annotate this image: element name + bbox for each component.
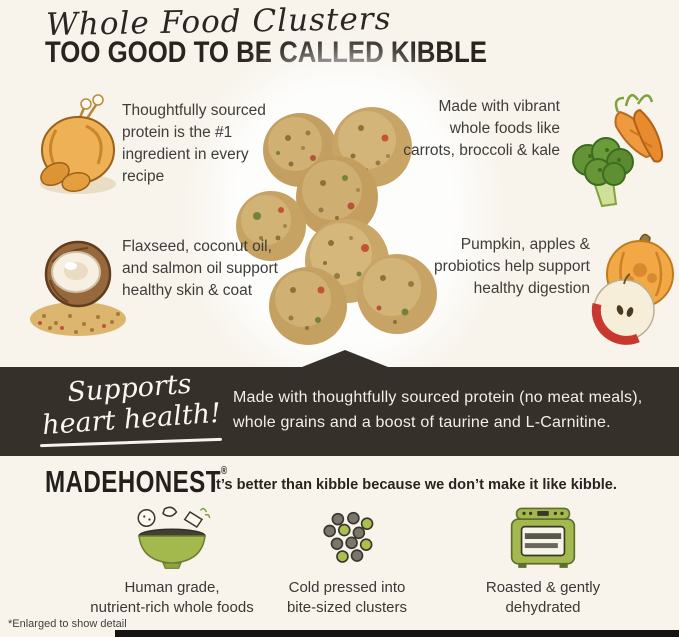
brand-tagline: It’s better than kibble because we don’t make it like kibble.	[212, 477, 617, 493]
step-caption	[237, 578, 457, 619]
banner-script-line2: heart health!	[41, 397, 222, 442]
step-caption-line2: nutrient-rich whole foods	[90, 599, 254, 617]
step-caption-line2: dehydrated	[505, 599, 581, 617]
footnote: *Enlarged to show detail	[8, 618, 127, 630]
page-title-script: Whole Food Clusters	[45, 0, 392, 44]
pumpkin-apple-illustration	[588, 226, 676, 348]
process-step-cold-pressed	[237, 506, 457, 619]
banner-text: Made with thoughtfully sourced protein (no meat meals), whole grains and a boost of taurine and L-Carnitine.	[233, 389, 643, 431]
feature-text-veggies: Made with vibrant whole foods like carrots, broccoli & kale	[403, 98, 560, 159]
brand-logo-text: MADEHONEST	[45, 464, 221, 499]
registered-mark: ®	[220, 465, 228, 477]
carrots-broccoli-illustration	[560, 84, 672, 216]
step-caption-line2: bite-sized clusters	[286, 599, 408, 617]
page-title-main: TOO GOOD TO BE CALLED KIBBLE	[45, 36, 487, 69]
bottom-edge-strip	[115, 630, 679, 637]
step-caption-line1: Cold pressed into	[288, 579, 406, 596]
banner-script-claim	[26, 366, 235, 442]
oven-icon	[433, 506, 653, 572]
feature-text-protein: Thoughtfully sourced protein is the #1 ingredient in every recipe	[122, 102, 266, 185]
step-caption-line1: Human grade,	[124, 579, 220, 596]
banner-script-line1: Supports	[66, 368, 193, 409]
feature-text-digestion: Pumpkin, apples & probiotics help support healthy digestion	[434, 236, 590, 297]
clusters-icon	[237, 506, 457, 572]
heart-health-banner	[0, 367, 679, 456]
process-step-roasted	[433, 506, 653, 619]
coconut-flaxseed-illustration	[26, 228, 134, 340]
step-caption-line1: Roasted & gently	[485, 579, 601, 596]
roast-chicken-illustration	[28, 88, 124, 206]
step-caption	[433, 578, 653, 619]
banner-notch	[302, 350, 388, 367]
feature-text-oils: Flaxseed, coconut oil, and salmon oil support healthy skin & coat	[122, 238, 278, 299]
